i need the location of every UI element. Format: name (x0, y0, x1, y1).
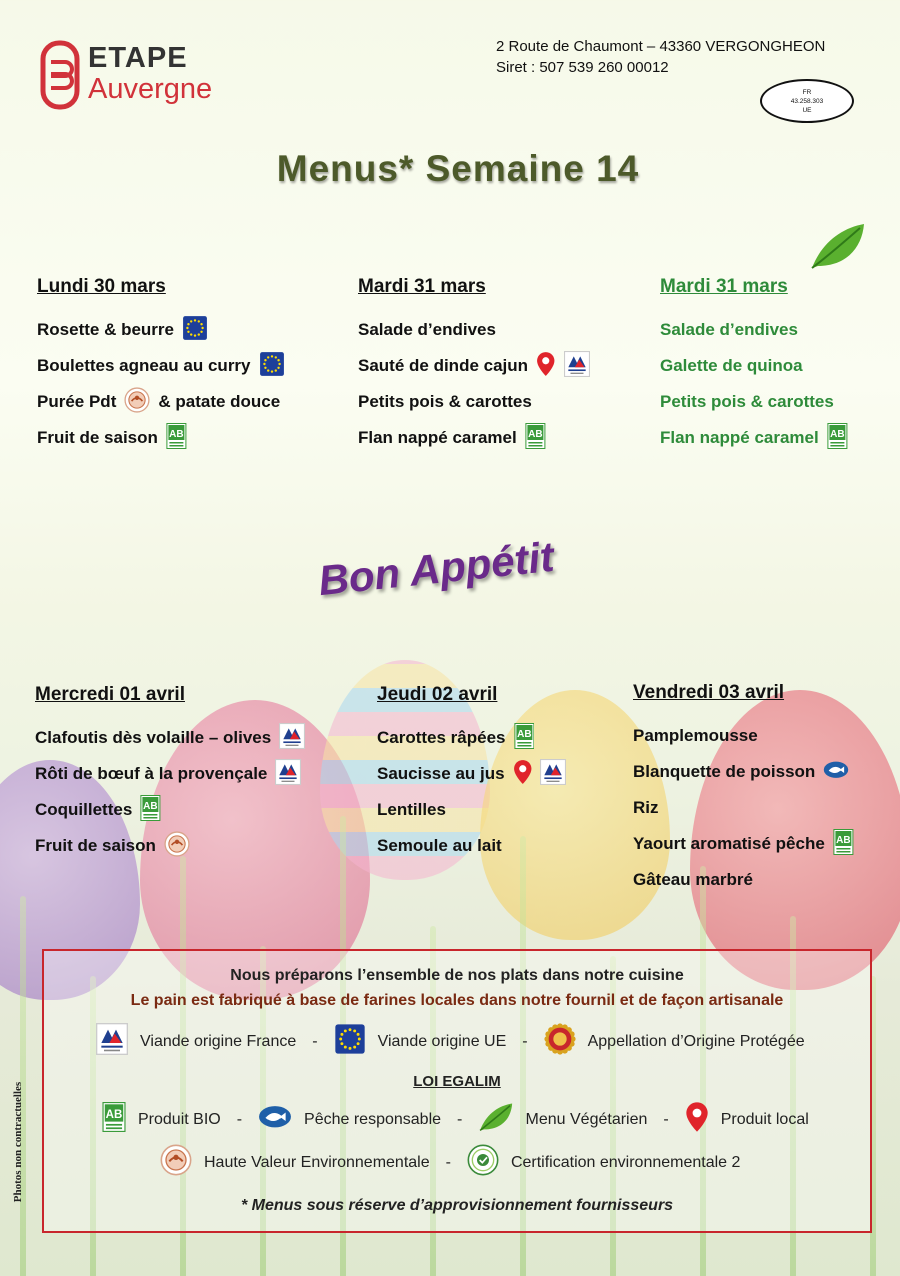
menu-item (37, 420, 285, 456)
menu-day-2 (377, 684, 566, 864)
local-pin-icon (536, 351, 556, 382)
menu-item (358, 384, 590, 420)
legend-aop: Appellation d’Origine Protégée (587, 1032, 805, 1050)
menu-item-label: Yaourt aromatisé pêche (633, 834, 825, 853)
menu-item (633, 754, 854, 790)
menu-item-label: Flan nappé caramel (358, 428, 517, 447)
brand-region: Auvergne (88, 73, 213, 105)
eu-flag-icon (334, 1023, 366, 1060)
menu-item-label: Lentilles (377, 800, 446, 819)
cert-env-icon (467, 1144, 499, 1181)
ab-bio-icon (827, 423, 848, 454)
legend-cert-env: Certification environnementale 2 (510, 1153, 741, 1171)
logo-mark-icon (40, 40, 80, 108)
menu-item-label: Petits pois & carottes (660, 392, 834, 411)
address-street: 2 Route de Chaumont – 43360 VERGONGHEON (496, 38, 826, 55)
menu-item (633, 718, 854, 754)
legend-bread-note: Le pain est fabriqué à base de farines locales dans notre fournil et de façon artisanale (130, 992, 784, 1009)
local-pin-icon (685, 1101, 709, 1138)
leaf-icon (478, 1101, 513, 1138)
menu-item-label: Clafoutis dès volaille – olives (35, 728, 272, 747)
legend-origin-eu: Viande origine UE (377, 1032, 507, 1050)
svg-text:AB: AB (105, 1109, 123, 1122)
menu-item-label: Coquillettes (35, 800, 133, 819)
photos-disclaimer-text: Photos non contractuelles (12, 1081, 24, 1203)
menu-item (377, 828, 566, 864)
menu-item-label: Rôti de bœuf à la provençale (35, 764, 268, 783)
vegetarian-leaf-icon (808, 222, 866, 277)
svg-text:AB: AB (829, 428, 845, 440)
page-title: Menus* Semaine 14 (276, 148, 640, 189)
menu-item (633, 790, 854, 826)
legend-peche: Pêche responsable (304, 1110, 442, 1128)
photos-disclaimer (8, 1066, 28, 1226)
menu-item-label: Semoule au lait (377, 836, 502, 855)
menu-item-label: Flan nappé caramel (660, 428, 819, 447)
brand-logo (40, 40, 212, 108)
menu-item (377, 756, 566, 792)
france-meat-icon (96, 1023, 128, 1060)
menu-day-3-vegetarian (660, 276, 848, 456)
legend-separator: - (457, 1110, 463, 1128)
svg-text:AB: AB (143, 800, 158, 812)
menu-item (358, 420, 590, 456)
legend-separator: - (236, 1110, 243, 1128)
menu-item (358, 312, 590, 348)
ab-bio-icon (833, 829, 854, 860)
bon-appetit-greeting: Bon Appétit (316, 532, 557, 605)
ab-bio-icon (525, 423, 546, 454)
ab-bio-icon (140, 795, 161, 826)
menu-item (37, 312, 285, 348)
legend-certification-row (160, 1144, 740, 1181)
menu-item-label: Sauté de dinde cajun (358, 356, 529, 375)
legend-loi-egalim: LOI EGALIM (413, 1073, 501, 1090)
hve-icon (124, 387, 150, 418)
legend-egalim-row (102, 1101, 809, 1138)
france-meat-icon (564, 351, 590, 382)
menu-item-label: Blanquette de poisson (633, 762, 816, 781)
local-pin-icon (513, 759, 533, 790)
svg-text:AB: AB (835, 834, 851, 846)
hve-icon (160, 1144, 192, 1181)
ab-bio-icon (102, 1102, 126, 1137)
legend-supply-note: * Menus sous réserve d’approvisionnement fournisseurs (240, 1197, 674, 1214)
ab-bio-icon (514, 723, 535, 754)
legend-separator: - (312, 1032, 318, 1050)
menu-item (35, 720, 305, 756)
menu-item (35, 792, 305, 828)
day-heading: Mercredi 01 avril (35, 684, 185, 705)
menu-day-1 (37, 276, 285, 456)
approval-region: UE (802, 107, 812, 114)
legend-panel (42, 949, 872, 1233)
msc-fish-icon (823, 760, 849, 785)
day-heading: Lundi 30 mars (37, 276, 166, 297)
menu-item (37, 384, 285, 420)
day-heading: Vendredi 03 avril (633, 682, 785, 703)
svg-text:AB: AB (169, 428, 184, 440)
approval-stamp (760, 79, 854, 123)
menu-item-label: Gâteau marbré (633, 870, 753, 889)
svg-text:AB: AB (516, 728, 532, 740)
menu-item (660, 384, 848, 420)
legend-origin-row (96, 1023, 805, 1060)
menu-item-label: Boulettes agneau au curry (37, 356, 251, 375)
menu-item (660, 312, 848, 348)
aop-icon (544, 1023, 576, 1060)
day-heading: Mardi 31 mars (660, 276, 788, 297)
legend-origin-france: Viande origine France (140, 1032, 297, 1050)
menu-item-label: Salade d’endives (660, 320, 798, 339)
menu-item-label: Petits pois & carottes (358, 392, 532, 411)
legend-bio: Produit BIO (138, 1110, 221, 1128)
svg-text:AB: AB (527, 428, 543, 440)
menu-item (633, 826, 854, 862)
legend-kitchen-note: Nous préparons l’ensemble de nos plats dans notre cuisine (230, 967, 684, 984)
eu-flag-icon (259, 351, 285, 382)
menu-day-3 (633, 682, 854, 898)
menu-item (633, 862, 854, 898)
ab-bio-icon (166, 423, 187, 454)
legend-hve: Haute Valeur Environnementale (204, 1153, 430, 1171)
approval-country: FR (802, 89, 812, 96)
brand-name: ETAPE (88, 42, 188, 74)
menu-item (660, 348, 848, 384)
legend-vegetarian: Menu Végétarien (525, 1110, 648, 1128)
menu-item (37, 348, 285, 384)
menu-item (660, 420, 848, 456)
menu-item (377, 720, 566, 756)
menu-item (35, 756, 305, 792)
menu-item-label: Riz (633, 798, 659, 817)
day-heading: Mardi 31 mars (358, 276, 486, 297)
menu-day-2 (358, 276, 590, 456)
menu-item-label: Pamplemousse (633, 726, 758, 745)
menu-day-1 (35, 684, 305, 864)
msc-fish-icon (258, 1104, 292, 1135)
menu-item (358, 348, 590, 384)
france-meat-icon (540, 759, 566, 790)
approval-number: 43.258.303 (790, 98, 824, 105)
menu-item-label: Salade d’endives (358, 320, 496, 339)
menu-item-label: Rosette & beurre (37, 320, 174, 339)
menu-item-label: Carottes râpées (377, 728, 506, 747)
france-meat-icon (279, 723, 305, 754)
address-siret: Siret : 507 539 260 00012 (496, 59, 669, 76)
menu-item-label: Fruit de saison (35, 836, 156, 855)
menu-item-label: Fruit de saison (37, 428, 158, 447)
hve-icon (164, 831, 190, 862)
legend-separator: - (663, 1110, 669, 1128)
eu-flag-icon (182, 315, 208, 346)
day-heading: Jeudi 02 avril (377, 684, 498, 705)
legend-local: Produit local (720, 1110, 809, 1128)
menu-item-label: Saucisse au jus (377, 764, 505, 783)
legend-separator: - (445, 1153, 451, 1171)
menu-item (35, 828, 305, 864)
menu-item-label: Galette de quinoa (660, 356, 803, 375)
france-meat-icon (275, 759, 301, 790)
menu-item (377, 792, 566, 828)
menu-item-label: Purée Pdt (37, 392, 117, 411)
company-address (496, 36, 825, 78)
menu-item-label-suffix: & patate douce (158, 392, 281, 411)
legend-separator: - (522, 1032, 528, 1050)
